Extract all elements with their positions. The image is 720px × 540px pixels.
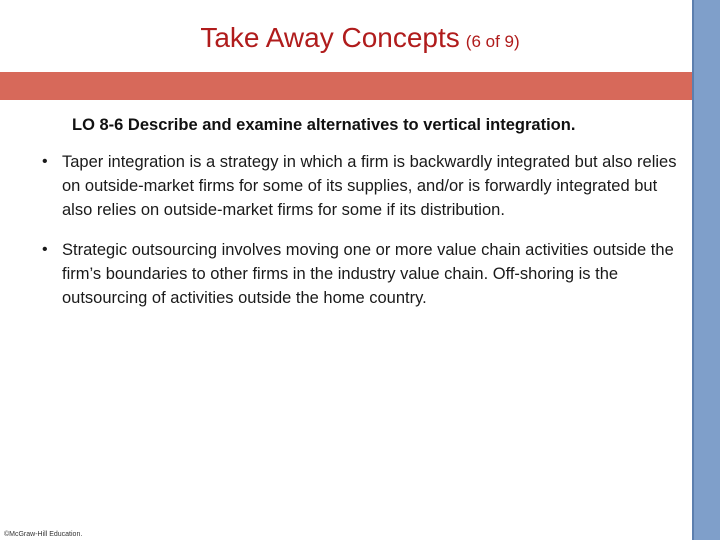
bullet-item-strategic-outsourcing	[42, 238, 682, 310]
title-band	[0, 72, 692, 100]
slide-title	[0, 22, 720, 62]
bullet-item-taper-integration	[42, 150, 682, 222]
bullet-glyph: •	[42, 153, 48, 170]
bullet-list	[42, 150, 682, 326]
slide-title-counter: (6 of 9)	[465, 32, 520, 51]
bullet-text: Taper integration is a strategy in which a firm is backwardly integrated but also relies on outside-market firms for some of its supplies, and/or is forwardly integrated but also relies on outside-market firms for some if its distribution.	[62, 153, 677, 219]
bullet-glyph: •	[42, 241, 48, 258]
slide-title-main: Take Away Concepts	[200, 22, 460, 53]
bullet-text: Strategic outsourcing involves moving one or more value chain activities outside the firm’s boundaries to other firms in the industry value chain. Off-shoring is the outsourcing of activities outside the home country.	[62, 241, 674, 307]
side-bar	[694, 0, 720, 540]
copyright-footer: ©McGraw-Hill Education.	[4, 531, 83, 538]
learning-objective: LO 8-6 Describe and examine alternatives to vertical integration.	[72, 116, 576, 134]
